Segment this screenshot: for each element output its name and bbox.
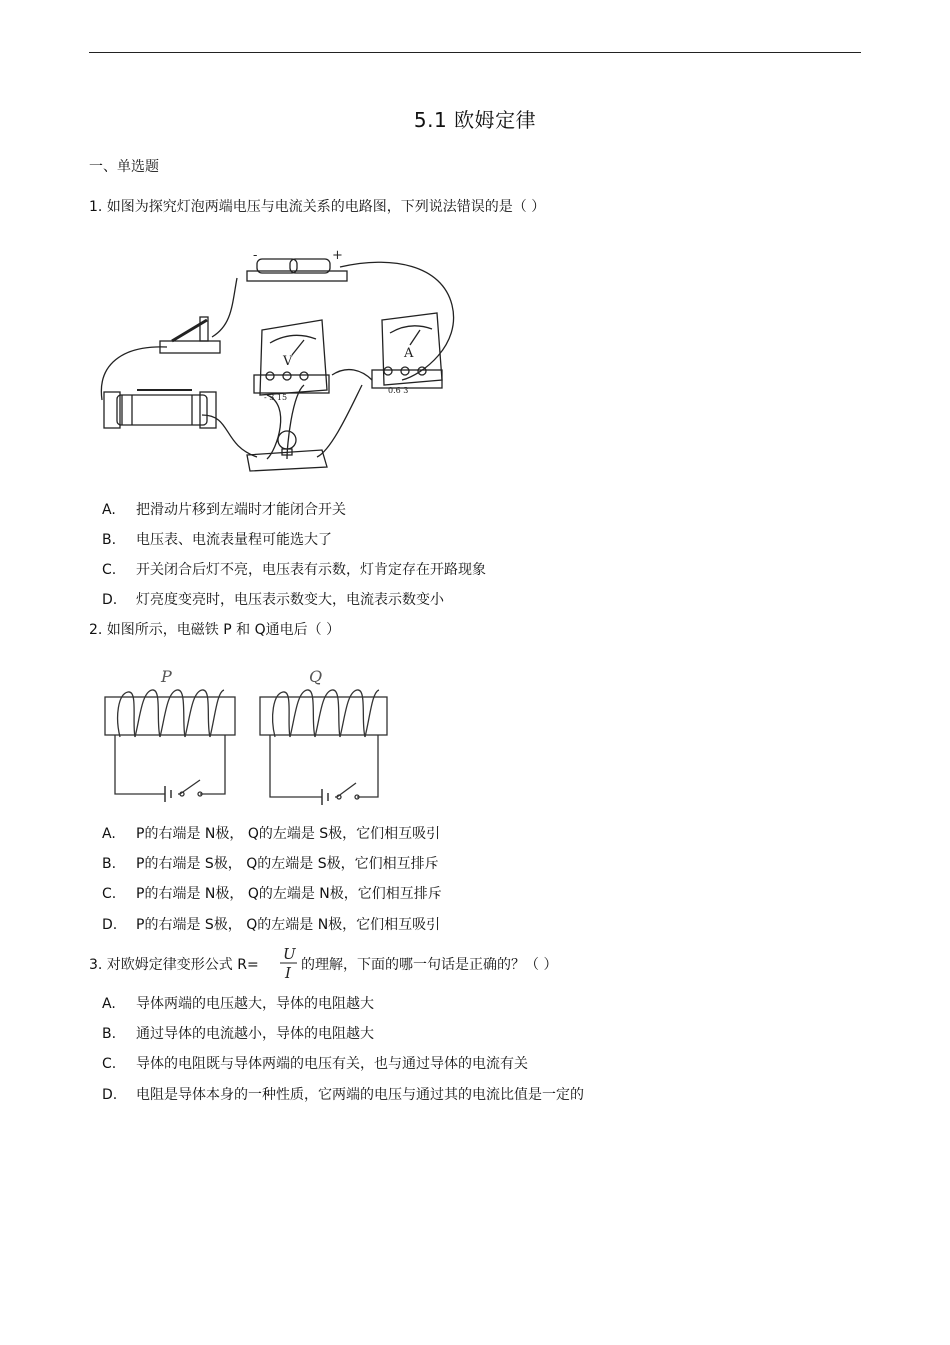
q2-option-a-letter: A. bbox=[102, 826, 116, 842]
ammeter-terminals: 0.6 3 bbox=[388, 386, 409, 395]
q1-option-a[interactable]: 把滑动片移到左端时才能闭合开关 bbox=[136, 502, 346, 518]
battery-minus-label: - bbox=[253, 248, 258, 263]
electromagnet-figure bbox=[100, 662, 395, 810]
q3-option-a[interactable]: 导体两端的电压越大，导体的电阻越大 bbox=[136, 996, 374, 1012]
q1-option-b[interactable]: 电压表、电流表量程可能选大了 bbox=[136, 532, 332, 548]
q2-option-a[interactable]: P的右端是 N极， Q的左端是 S极，它们相互吸引 bbox=[136, 826, 441, 842]
voltmeter-label: V bbox=[283, 354, 293, 369]
q1-option-d-letter: D. bbox=[102, 592, 118, 608]
q2-option-d[interactable]: P的右端是 S极， Q的左端是 N极，它们相互吸引 bbox=[136, 917, 441, 933]
fraction-denominator: I bbox=[285, 964, 291, 981]
ohm-law-fraction bbox=[277, 945, 299, 981]
q1-option-b-letter: B. bbox=[102, 532, 117, 548]
question-2-stem: 2. 如图所示，电磁铁 P 和 Q通电后（ ） bbox=[89, 622, 341, 638]
q3-option-b[interactable]: 通过导体的电流越小，导体的电阻越大 bbox=[136, 1026, 374, 1042]
q1-option-d[interactable]: 灯亮度变亮时，电压表示数变大，电流表示数变小 bbox=[136, 592, 444, 608]
q2-option-c[interactable]: P的右端是 N极， Q的左端是 N极，它们相互排斥 bbox=[136, 886, 442, 902]
q3-option-d[interactable]: 电阻是导体本身的一种性质，它两端的电压与通过其的电流比值是一定的 bbox=[136, 1087, 584, 1103]
q2-option-b[interactable]: P的右端是 S极， Q的左端是 S极，它们相互排斥 bbox=[136, 856, 439, 872]
label-q: Q bbox=[309, 667, 323, 686]
section-heading: 一、单选题 bbox=[89, 159, 159, 175]
circuit-figure bbox=[92, 245, 464, 475]
question-3-stem-start: 3. 对欧姆定律变形公式 R= bbox=[89, 957, 259, 973]
ammeter-label: A bbox=[404, 346, 414, 361]
q2-option-d-letter: D. bbox=[102, 917, 118, 933]
q3-option-c[interactable]: 导体的电阻既与导体两端的电压有关，也与通过导体的电流有关 bbox=[136, 1056, 528, 1072]
q3-option-a-letter: A. bbox=[102, 996, 116, 1012]
page-title: 5.1 欧姆定律 bbox=[413, 108, 537, 132]
q3-option-b-letter: B. bbox=[102, 1026, 117, 1042]
question-1-stem: 1. 如图为探究灯泡两端电压与电流关系的电路图，下列说法错误的是（ ） bbox=[89, 199, 546, 215]
q2-option-b-letter: B. bbox=[102, 856, 117, 872]
header-rule bbox=[89, 52, 861, 53]
q3-option-c-letter: C. bbox=[102, 1056, 117, 1072]
q2-option-c-letter: C. bbox=[102, 886, 117, 902]
battery-plus-label: + bbox=[332, 248, 343, 263]
label-p: P bbox=[161, 667, 172, 686]
question-3-stem-end: 的理解，下面的哪一句话是正确的？（ ） bbox=[301, 957, 558, 973]
q1-option-c[interactable]: 开关闭合后灯不亮，电压表有示数，灯肯定存在开路现象 bbox=[136, 562, 486, 578]
voltmeter-terminals: - 3 15 bbox=[264, 393, 288, 402]
fraction-numerator: U bbox=[283, 945, 296, 963]
q1-option-a-letter: A. bbox=[102, 502, 116, 518]
q3-option-d-letter: D. bbox=[102, 1087, 118, 1103]
q1-option-c-letter: C. bbox=[102, 562, 117, 578]
